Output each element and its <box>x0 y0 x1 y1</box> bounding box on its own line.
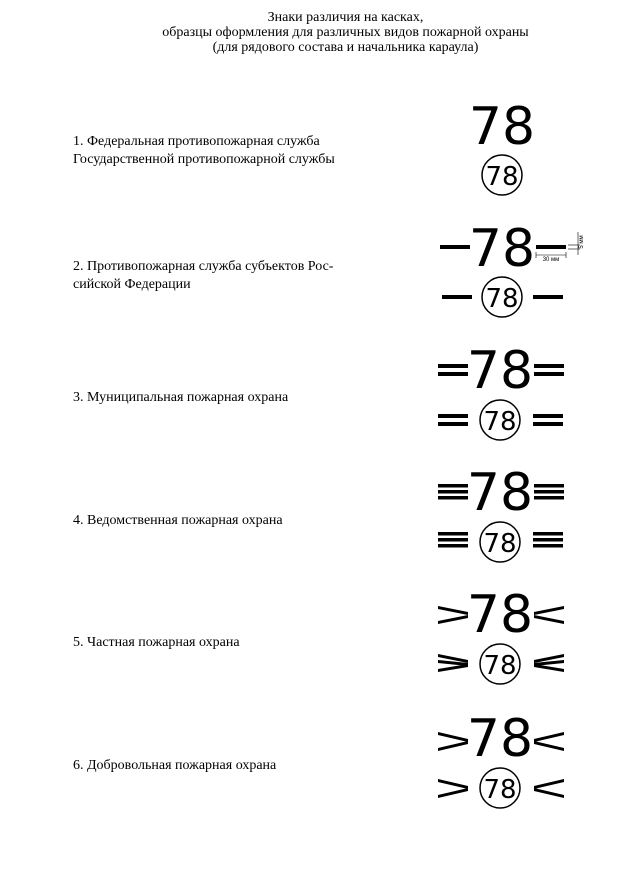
sign-small-number: 78 <box>485 284 519 314</box>
document-title <box>0 10 621 55</box>
item-1-label <box>73 133 335 169</box>
sign-large-number: 78 <box>466 709 534 769</box>
item-3-label <box>73 389 288 407</box>
item-1-line-1: 1. Федеральная противопожарная служба <box>73 134 320 149</box>
item-2-label <box>73 258 333 294</box>
sign-departmental <box>430 463 580 571</box>
bar-left-top <box>440 245 470 249</box>
bar-left-bottom <box>442 295 472 299</box>
item-6-label <box>73 757 276 775</box>
sign-federal <box>430 97 580 205</box>
title-line-3: (для рядового состава и начальника караула) <box>212 40 479 55</box>
sign-municipal <box>430 341 580 449</box>
item-5-line-1: 5. Частная пожарная охрана <box>73 635 240 650</box>
item-2-line-1: 2. Противопожарная служба субъектов Рос- <box>73 259 334 274</box>
item-5-label <box>73 634 240 652</box>
item-4-line-1: 4. Ведомственная пожарная охрана <box>73 513 283 528</box>
sign-small-number: 78 <box>483 529 517 559</box>
item-6-line-1: 6. Добровольная пожарная охрана <box>73 758 277 773</box>
title-line-1: Знаки различия на касках, <box>267 10 424 25</box>
bar-right-top <box>536 245 566 249</box>
title-line-2: образцы оформления для различных видов пожарной охраны <box>162 25 529 40</box>
sign-large-number: 78 <box>468 97 536 157</box>
sign-small-number: 78 <box>485 162 519 192</box>
item-2-line-2: сийской Федерации <box>73 277 191 292</box>
sign-private <box>430 585 580 693</box>
bar-right-bottom <box>533 295 563 299</box>
sign-subject <box>430 219 585 327</box>
item-3-line-1: 3. Муниципальная пожарная охрана <box>73 390 289 405</box>
dimension-width: 30 мм <box>542 257 560 263</box>
sign-large-number: 78 <box>468 219 536 279</box>
dimension-height: 5 мм <box>579 235 585 249</box>
sign-small-number: 78 <box>483 651 517 681</box>
item-1-line-2: Государственной противопожарной службы <box>73 152 335 167</box>
sign-large-number: 78 <box>466 463 534 523</box>
sign-small-number: 78 <box>483 775 517 805</box>
sign-small-number: 78 <box>483 407 517 437</box>
sign-voluntary <box>430 709 580 817</box>
item-4-label <box>73 512 283 530</box>
sign-large-number: 78 <box>466 585 534 645</box>
sign-large-number: 78 <box>466 341 534 401</box>
